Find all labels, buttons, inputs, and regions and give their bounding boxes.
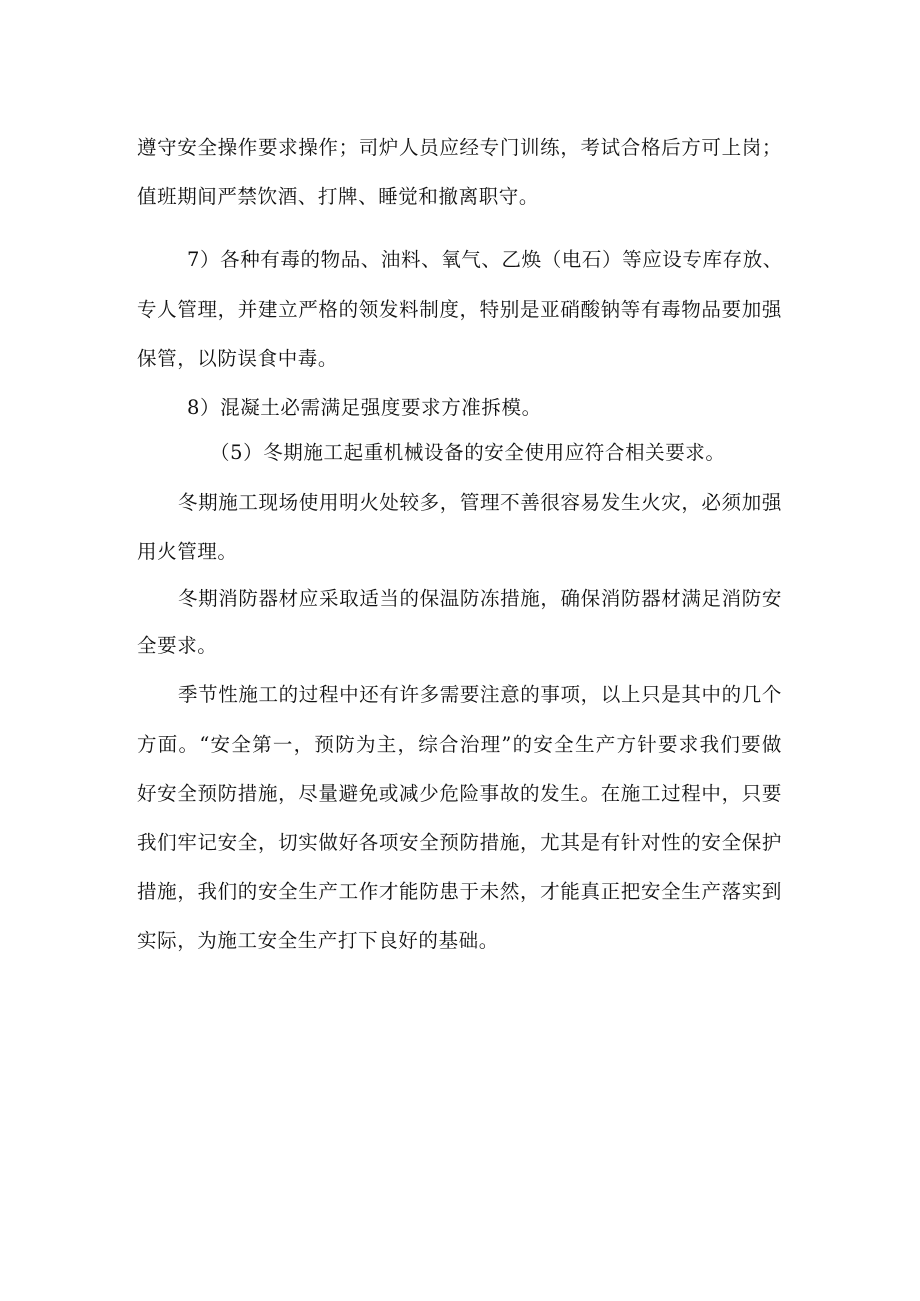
paragraph-line: 方面。“安全第一，预防为主，综合治理”的安全生产方针要求我们要做 bbox=[137, 733, 782, 756]
paragraph-line: 专人管理，并建立严格的领发料制度，特别是亚硝酸钠等有毒物品要加强 bbox=[137, 298, 782, 321]
paragraph-line: 全要求。 bbox=[137, 634, 218, 657]
paragraph-line: 我们牢记安全，切实做好各项安全预防措施，尤其是有针对性的安全保护 bbox=[137, 831, 782, 854]
paragraph-line: 遵守安全操作要求操作；司炉人员应经专门训练，考试合格后方可上岗； bbox=[137, 136, 782, 159]
paragraph-line: 冬期施工现场使用明火处较多，管理不善很容易发生火灾，必须加强 bbox=[178, 491, 782, 514]
paragraph-line: 措施，我们的安全生产工作才能防患于未然，才能真正把安全生产落实到 bbox=[137, 880, 782, 903]
paragraph-line: 保管，以防误食中毒。 bbox=[137, 347, 339, 370]
paragraph-line: 好安全预防措施，尽量避免或减少危险事故的发生。在施工过程中，只要 bbox=[137, 782, 782, 805]
paragraph-line: 季节性施工的过程中还有许多需要注意的事项，以上只是其中的几个 bbox=[178, 683, 782, 706]
paragraph-line: 冬期消防器材应采取适当的保温防冻措施，确保消防器材满足消防安 bbox=[178, 587, 782, 610]
paragraph-line: 实际，为施工安全生产打下良好的基础。 bbox=[137, 929, 499, 952]
paragraph-line: （5）冬期施工起重机械设备的安全使用应符合相关要求。 bbox=[210, 441, 726, 464]
paragraph-line: 8）混凝土必需满足强度要求方准拆模。 bbox=[187, 396, 542, 419]
paragraph-line: 7）各种有毒的物品、油料、氧气、乙焕（电石）等应设专库存放、 bbox=[187, 248, 783, 271]
paragraph-line: 值班期间严禁饮酒、打牌、睡觉和撤离职守。 bbox=[137, 185, 540, 208]
paragraph-line: 用火管理。 bbox=[137, 540, 238, 563]
